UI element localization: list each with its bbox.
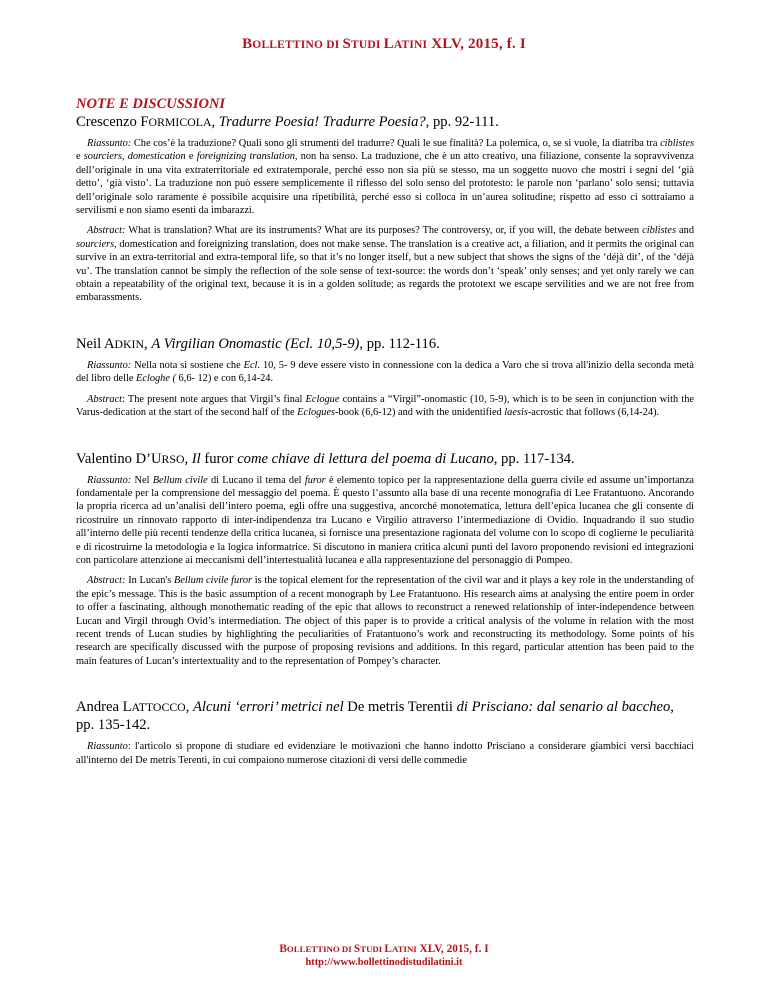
abstract: Abstract: The present note argues that Virgil’s final Eclogue contains a “Virgil”-onomastic (10, 5-9), which is to be seen in conjunction with the Varus-dedication at the start of the second half of the Eclogues-book (6,6-12) and with the unidentified laesis-acrostic that follows (6,14-24).	[76, 393, 694, 419]
article-1	[76, 113, 694, 305]
section-heading: NOTE E DISCUSSIONI	[76, 96, 226, 112]
abstract: Abstract: In Lucan's Bellum civile furor is the topical element for the representation of the civil war and it plays a key role in the understanding of the epic’s message. This is the basic assumption of a recent monograph by Lee Fratantuono. His research aims at analysing the entire poem in order to offer a fascinating, although monothematic reading of the epic that allows to reconstruct a renewed relationship of inter-independence between Lucan and Virgil through Ovid’s intermediation. The object of this paper is to provide a critical analysis of the volume in relation with the most recent trends of Lucan studies by highlighting the peculiarities of Fratantuono’s work and reconstructing its methodology. Some points of his research are specifically discussed with the purpose of proposing revisions and additions. In this regard, particular attention has been paid to the main features of Lucan’s intertextuality and to the representation of Pompey’s character.	[76, 575, 695, 667]
article-3	[76, 450, 694, 669]
article-2	[76, 335, 694, 420]
journal-footer	[0, 942, 768, 970]
footer-journal: BOLLETTINO DI STUDI LATINI XLV, 2015, f. I	[279, 943, 489, 955]
riassunto: Riassunto: l'articolo si propone di studiare ed evidenziare le motivazioni che hanno indotto Prisciano a considerare giambici versi bacchiaci all'interno del De metris Terenti, in cui compaiono numerose citazioni di versi delle commedie	[76, 741, 694, 766]
abstract: Abstract: What is translation? What are its instruments? What are its purposes? The controversy, or, if you will, the debate between ciblistes and sourciers, domestication and foreignizing translation, does not make sense. The translation is a creative act, a filiation, and it permits the original can survive in an extra-territorial and extra-temporal life, so that it’s no longer itself, but a new subject that shows the signs of the ‘déjà dit’, of the ‘déjà vu’. The translation cannot be simply the reflection of the sole sense of text-source: the words don’t ‘speak’ only senses; and yet only rarely we can obtain a repeatability of the original text, because it is in a golden solitude; as regards the prototext we escape servilities and we are not free from embarassments.	[76, 225, 694, 304]
main-content	[76, 96, 694, 767]
riassunto: Riassunto: Nella nota si sostiene che Ecl. 10, 5- 9 deve essere visto in connessione con la dedica a Varo che si trova all'inizio della seconda metà del libro delle Ecloghe ( 6,6- 12) e con 6,14-24.	[76, 359, 694, 385]
riassunto: Riassunto: Nel Bellum civile di Lucano il tema del furor è elemento topico per la rappresentazione della guerra civile ed assume un’importanza fondamentale per la comprensione del messaggio del poema. È questo l’assunto alla base di una recente monografia di Lee Fratantuono. Ancorando la propria ricerca ad un’analisi dell’intero poema, egli offre una suggestiva, ancorché monotematica, lettura dell’epica lucanea che gli consente di ricostruire un rinnovato rapporto di inter-indipendenza tra Lucano e Virgilio attraverso l’intermediazione di Ovidio. Inquadrando il suo studio all’interno delle più recenti tendenze della critica lucanea, si fornisce una presentazione ragionata del volume con lo scopo di coglierne le peculiarità e di ricostruirne la metodologia e la logica informatrice. Si discutono in maniera critica alcuni punti del lavoro proponendo revisioni ed integrazioni con particolare attenzione ai meccanismi dell’intertestualità lucanea e alla rappresentazione del personaggio di Pompeo.	[76, 474, 695, 566]
article-title: Valentino D’URSO, Il furor come chiave di lettura del poema di Lucano, pp. 117-134.	[76, 450, 575, 467]
article-4	[76, 698, 694, 767]
article-title: Andrea LATTOCCO, Alcuni ‘errori’ metrici nel De metris Terentii di Prisciano: dal senario al baccheo, pp. 135-142.	[76, 699, 674, 734]
riassunto: Riassunto: Che cos’è la traduzione? Quali sono gli strumenti del tradurre? Quali le sue finalità? La polemica, o, se si vuole, la diatriba tra ciblistes e sourciers, domestication e foreignizing translation, non ha senso. La traduzione, che è un atto creativo, una filiazione, consente la sopravvivenza dell’originale in una vita extraterritoriale ed extratemporale, perché esso non sia più se stesso, ma un soggetto nuovo che mostri i segni del ‘già detto’, ‘già visto’. La traduzione non può essere semplicemente il riflesso del solo senso del prototesto: le parole non ‘parlano’ solo sensi; tuttavia dell’originale solo raramente è possibile acquisire una ripetibilità, perché esso si colloca in un’aurea solitudine; rispetto ad esso ci sottraiamo a servilismi e non siamo esenti da imbarazzi.	[76, 138, 694, 217]
article-title: Neil ADKIN, A Virgilian Onomastic (Ecl. 10,5-9), pp. 112-116.	[76, 335, 440, 352]
article-title: Crescenzo FORMICOLA, Tradurre Poesia! Tradurre Poesia?, pp. 92-111.	[76, 114, 499, 130]
journal-header: BOLLETTINO DI STUDI LATINI XLV, 2015, f. I	[242, 36, 526, 52]
footer-url-link[interactable]: http://www.bollettinodistudilatini.it	[305, 957, 463, 968]
